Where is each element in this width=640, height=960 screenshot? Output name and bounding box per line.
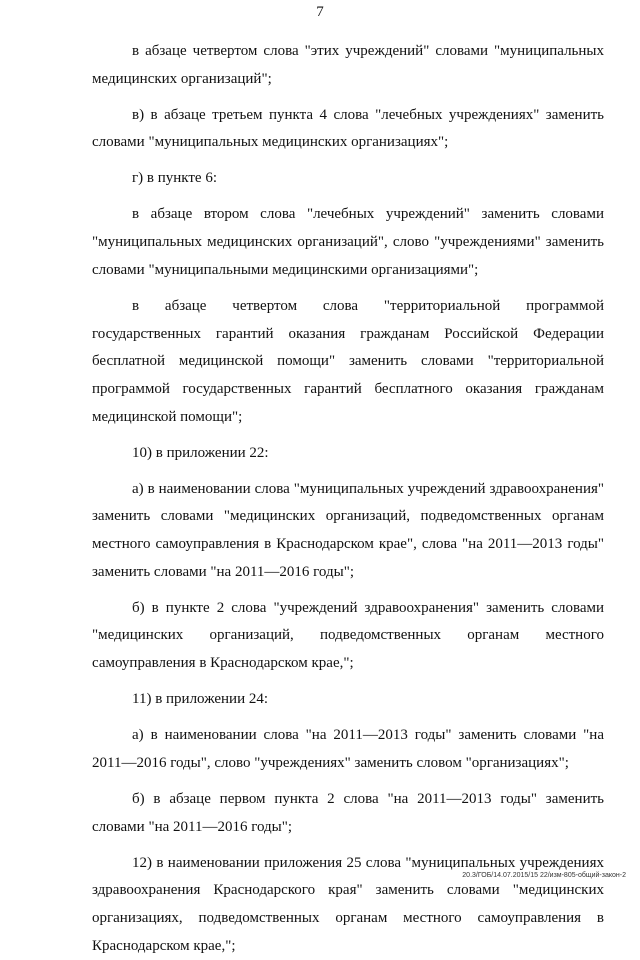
paragraph: б) в абзаце первом пункта 2 слова "на 2011—2013 годы" заменить словами "на 2011—2016 годы"; xyxy=(92,790,604,835)
document-body xyxy=(92,38,604,960)
document-footer-code: 20.3/ГОБ/14.07.2015/15 22/изм-805-общий-закон-2 xyxy=(462,872,626,879)
paragraph: в) в абзаце третьем пункта 4 слова "лечебных учреждениях" заменить словами "муниципальных медицинских организациях"; xyxy=(92,106,604,151)
paragraph: 10) в приложении 22: xyxy=(132,444,269,461)
paragraph: б) в пункте 2 слова "учреждений здравоохранения" заменить словами "медицинских организаций, подведомственных органам местного самоуправления в Краснодарском крае,"; xyxy=(92,599,604,672)
paragraph: а) в наименовании слова "муниципальных учреждений здравоохранения" заменить словами "медицинских организаций, подведомственных органам местного самоуправления в Краснодарском крае", слова "на 2011—2013 годы" заменить словами "на 2011—2016 годы"; xyxy=(92,480,604,580)
paragraph: в абзаце втором слова "лечебных учреждений" заменить словами "муниципальных медицинских организаций", слово "учреждениями" заменить словами "муниципальными медицинскими организациями"; xyxy=(92,206,604,278)
paragraph: 12) в наименовании приложения 25 слова "муниципальных учреждениях здравоохранения Краснодарского края" заменить словами "медицинских организациях, подведомственных органам местного самоуправления в Краснодарском крае,"; xyxy=(92,854,604,954)
paragraph: а) в наименовании слова "на 2011—2013 годы" заменить словами "на 2011—2016 годы", слово "учреждениях" заменить словом "организациях"; xyxy=(92,727,604,771)
paragraph: 11) в приложении 24: xyxy=(132,691,269,708)
paragraph: г) в пункте 6: xyxy=(132,170,218,187)
paragraph: в абзаце четвертом слова "этих учреждений" словами "муниципальных медицинских организаций"; xyxy=(92,43,604,87)
page-number: 7 xyxy=(316,4,324,20)
paragraph: в абзаце четвертом слова "территориальной программой государственных гарантий оказания гражданам Российской Федерации бесплатной медицинской помощи" заменить словами "территориальной программой государственных гарантий бесплатного оказания гражданам медицинской помощи"; xyxy=(92,297,604,425)
